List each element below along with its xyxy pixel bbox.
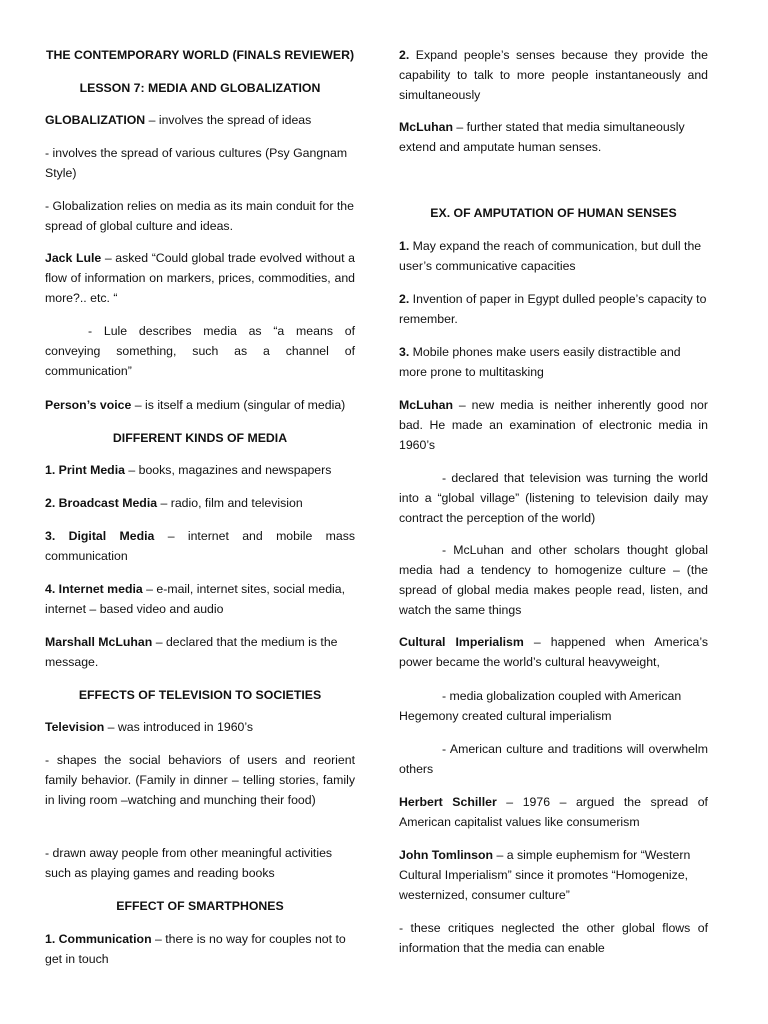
definition: – books, magazines and newspapers — [124, 463, 332, 477]
globalization-cultures: - involves the spread of various cultures (Psy Gangnam Style) — [45, 146, 348, 180]
term: 1. Communication — [45, 932, 152, 946]
amputation-item-1 — [399, 236, 708, 276]
internet-media-item — [45, 579, 355, 619]
term: 4. Internet media — [45, 582, 143, 596]
term: Jack Lule — [45, 251, 102, 265]
broadcast-media-item — [45, 493, 355, 513]
term: Person’s voice — [45, 398, 132, 412]
definition: – was introduced in 1960’s — [104, 720, 254, 734]
term: Cultural Imperialism — [399, 635, 524, 649]
heading-text: EFFECT OF SMARTPHONES — [116, 899, 284, 913]
amputation-item-2 — [399, 289, 708, 329]
amputation-heading — [399, 203, 708, 223]
mcluhan-new-media — [399, 395, 708, 455]
item-number: 3. — [399, 345, 410, 359]
digital-media-item — [45, 526, 355, 566]
lule-describes: - Lule describes media as “a means of conveying something, such as a channel of communication” — [45, 324, 355, 378]
definition: – new media is neither inherently good nor bad. He made an examination of electronic media in 1960’s — [399, 398, 708, 452]
item-text: May expand the reach of communication, but dull the user’s communicative capacities — [399, 239, 702, 273]
television-draws-away: - drawn away people from other meaningful activities such as playing games and reading books — [45, 846, 333, 880]
print-media-item — [45, 460, 355, 480]
globalization-media: - Globalization relies on media as its main conduit for the spread of global culture and ideas. — [45, 199, 354, 233]
definition: – 1976 – argued the spread of American capitalist values like consumerism — [399, 795, 708, 829]
definition: – internet and mobile mass communication — [45, 529, 356, 563]
smartphones-heading — [45, 896, 355, 916]
lesson-heading — [45, 78, 355, 98]
television-shapes-behavior: - shapes the social behaviors of users and reorient family behavior. (Family in dinner – telling stories, family in living room –watching and munching their food) — [45, 753, 355, 807]
definition: – happened when America’s power became the world’s cultural heavyweight, — [399, 635, 708, 669]
definition: – is itself a medium (singular of media) — [131, 398, 346, 412]
jack-lule-entry — [45, 248, 355, 308]
definition: – further stated that media simultaneously extend and amputate human senses. — [399, 120, 685, 154]
term: 1. Print Media — [45, 463, 125, 477]
item-number: 2. — [399, 48, 410, 62]
definition: – asked “Could global trade evolved without a flow of information on markers, prices, commodities, and more?.. etc. “ — [45, 251, 355, 305]
mcluhan-extend-amputate — [399, 117, 708, 157]
item-number: 2. — [399, 292, 410, 306]
definition: – there is no way for couples not to get in touch — [45, 932, 346, 966]
definition: – a simple euphemism for “Western Cultural Imperialism” since it promotes “Homogenize, westernized, consumer culture” — [399, 848, 691, 902]
american-hegemony: - media globalization coupled with American Hegemony created cultural imperialism — [399, 689, 682, 723]
term: Herbert Schiller — [399, 795, 497, 809]
term: Television — [45, 720, 105, 734]
item-number: 1. — [399, 239, 410, 253]
definition: – declared that the medium is the message. — [45, 635, 338, 669]
kinds-of-media-heading — [45, 428, 355, 448]
expand-senses-item — [399, 45, 708, 105]
cultural-imperialism-entry — [399, 632, 708, 672]
communication-item — [45, 929, 355, 969]
john-tomlinson-entry — [399, 845, 708, 905]
item-text: Expand people’s senses because they provide the capability to talk to more people instantaneously and simultaneously — [399, 48, 708, 102]
american-culture-overwhelm: - American culture and traditions will overwhelm others — [399, 742, 708, 776]
document-title — [45, 45, 355, 65]
heading-text: EFFECTS OF TELEVISION TO SOCIETIES — [78, 688, 322, 702]
heading-text: DIFFERENT KINDS OF MEDIA — [112, 431, 288, 445]
term: GLOBALIZATION — [45, 113, 146, 127]
document-title-text: THE CONTEMPORARY WORLD (FINALS REVIEWER) — [45, 48, 355, 62]
term: McLuhan — [399, 120, 453, 134]
term: Marshall McLuhan — [45, 635, 153, 649]
globalization-definition — [45, 110, 355, 130]
term: McLuhan — [399, 398, 453, 412]
heading-text: EX. OF AMPUTATION OF HUMAN SENSES — [430, 206, 677, 220]
homogenize-culture: - McLuhan and other scholars thought global media had a tendency to homogenize culture – (the spread of global media makes people read, listen, and watch the same things — [399, 543, 708, 617]
critiques-note: - these critiques neglected the other global flows of information that the media can enable — [399, 921, 708, 955]
item-text: Mobile phones make users easily distractible and more prone to multitasking — [399, 345, 681, 379]
definition: – involves the spread of ideas — [145, 113, 312, 127]
television-effects-heading — [45, 685, 355, 705]
definition: – e-mail, internet sites, social media, internet – based video and audio — [45, 582, 346, 616]
global-village: - declared that television was turning the world into a “global village” (listening to television daily may contract the perception of the world) — [399, 471, 708, 525]
lesson-heading-text: LESSON 7: MEDIA AND GLOBALIZATION — [79, 81, 321, 95]
term: 3. Digital Media — [45, 529, 155, 543]
amputation-item-3 — [399, 342, 708, 382]
definition: – radio, film and television — [157, 496, 303, 510]
item-text: Invention of paper in Egypt dulled people’s capacity to remember. — [399, 292, 707, 326]
persons-voice-entry — [45, 395, 355, 415]
television-entry — [45, 717, 355, 737]
term: John Tomlinson — [399, 848, 494, 862]
marshall-mcluhan-entry — [45, 632, 355, 672]
herbert-schiller-entry — [399, 792, 708, 832]
term: 2. Broadcast Media — [45, 496, 158, 510]
